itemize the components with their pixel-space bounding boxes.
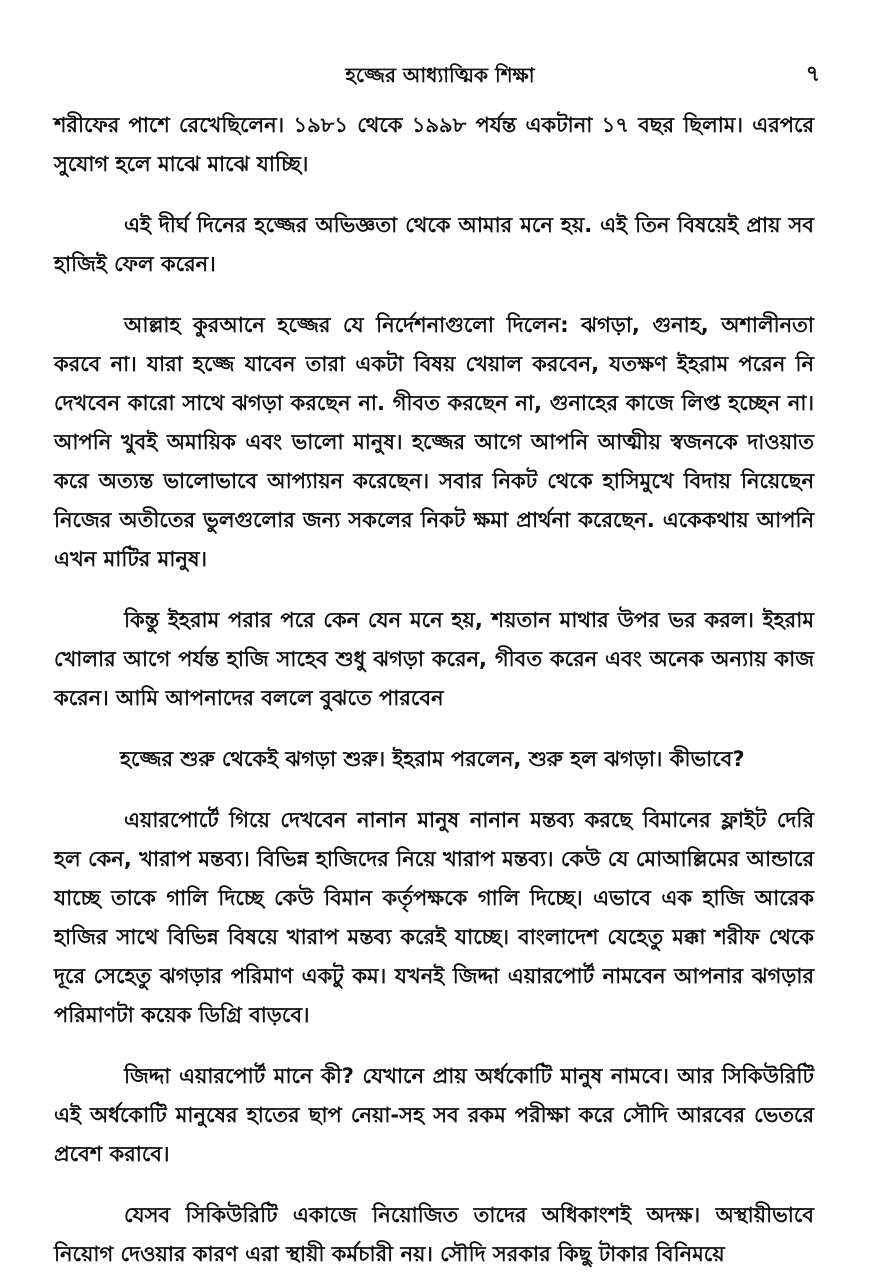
paragraph: আল্লাহ কুরআনে হজ্জের যে নির্দেশনাগুলো দিলেন: ঝগড়া, গুনাহ, অশালীনতা করবে না। যারা হজ্জে যাবেন তারা একটা বিষয় খেয়াল করবেন, যতক্ষণ ইহরাম পরেন নি দেখবেন কারো সাথে ঝগড়া করছেন না. গীবত করছেন না, গুনাহের কাজে লিপ্ত হচ্ছেন না। আপনি খুবই অমায়িক এবং ভালো মানুষ। হজ্জের আগে আপনি আত্মীয় স্বজনকে দাওয়াত করে অত্যন্ত ভালোভাবে আপ্যায়ন করেছেন। সবার নিকট থেকে হাসিমুখে বিদায় নিয়েছেন নিজের অতীতের ভুলগুলোর জন্য সকলের নিকট ক্ষমা প্রার্থনা করেছেন. একেকথায় আপনি এখন মাটির মানুষ। <box>54 313 814 571</box>
paragraph: জিদ্দা এয়ারপোর্ট মানে কী? যেখানে প্রায় অর্ধকোটি মানুষ নামবে। আর সিকিউরিটি এই অর্ধকোটি মানুষের হাতের ছাপ নেয়া-সহ সব রকম পরীক্ষা করে সৌদি আরবের ভেতরে প্রবেশ করাবে। <box>54 1064 814 1166</box>
paragraph: যেসব সিকিউরিটি একাজে নিয়োজিত তাদের অধিকাংশই অদক্ষ। অস্থায়ীভাবে নিয়োগ দেওয়ার কারণ এরা স্থায়ী কর্মচারী নয়। সৌদি সরকার কিছু টাকার বিনিময়ে <box>54 1203 814 1266</box>
running-title: হজ্জের আধ্যাত্মিক শিক্ষা <box>345 63 535 87</box>
paragraph: হজ্জের শুরু থেকেই ঝগড়া শুরু। ইহরাম পরলেন, শুরু হল ঝগড়া। কীভাবে? <box>120 747 745 771</box>
paragraph: এই দীর্ঘ দিনের হজ্জের অভিজ্ঞতা থেকে আমার মনে হয়. এই তিন বিষয়েই প্রায় সব হাজিই ফেল করেন। <box>54 213 814 276</box>
paragraph: কিন্তু ইহরাম পরার পরে কেন যেন মনে হয়, শয়তান মাথার উপর ভর করল। ইহরাম খোলার আগে পর্যন্ত হাজি সাহেব শুধু ঝগড়া করেন, গীবত করেন এবং অনেক অন্যায় কাজ করেন। আমি আপনাদের বললে বুঝতে পারবেন <box>54 608 814 710</box>
body-text <box>54 106 814 1274</box>
paragraph: শরীফের পাশে রেখেছিলেন। ১৯৮১ থেকে ১৯৯৮ পর্যন্ত একটানা ১৭ বছর ছিলাম। এরপরে সুযোগ হলে মাঝে মাঝে যাচ্ছি। <box>54 113 814 176</box>
page-number: ৭ <box>805 62 820 87</box>
page-header <box>60 58 820 92</box>
paragraph: এয়ারপোর্টে গিয়ে দেখবেন নানান মানুষ নানান মন্তব্য করছে বিমানের ফ্লাইট দেরি হল কেন, খারাপ মন্তব্য। বিভিন্ন হাজিদের নিয়ে খারাপ মন্তব্য। কেউ যে মোআল্লিমের আন্ডারে যাচ্ছে তাকে গালি দিচ্ছে কেউ বিমান কর্তৃপক্ষকে গালি দিচ্ছে। এভাবে এক হাজি আরেক হাজির সাথে বিভিন্ন বিষয়ে খারাপ মন্তব্য করেই যাচ্ছে। বাংলাদেশ যেহেতু মক্কা শরীফ থেকে দূরে সেহেতু ঝগড়ার পরিমাণ একটু কম। যখনই জিদ্দা এয়ারপোর্ট নামবেন আপনার ঝগড়ার পরিমাণটা কয়েক ডিগ্রি বাড়বে। <box>54 808 814 1027</box>
